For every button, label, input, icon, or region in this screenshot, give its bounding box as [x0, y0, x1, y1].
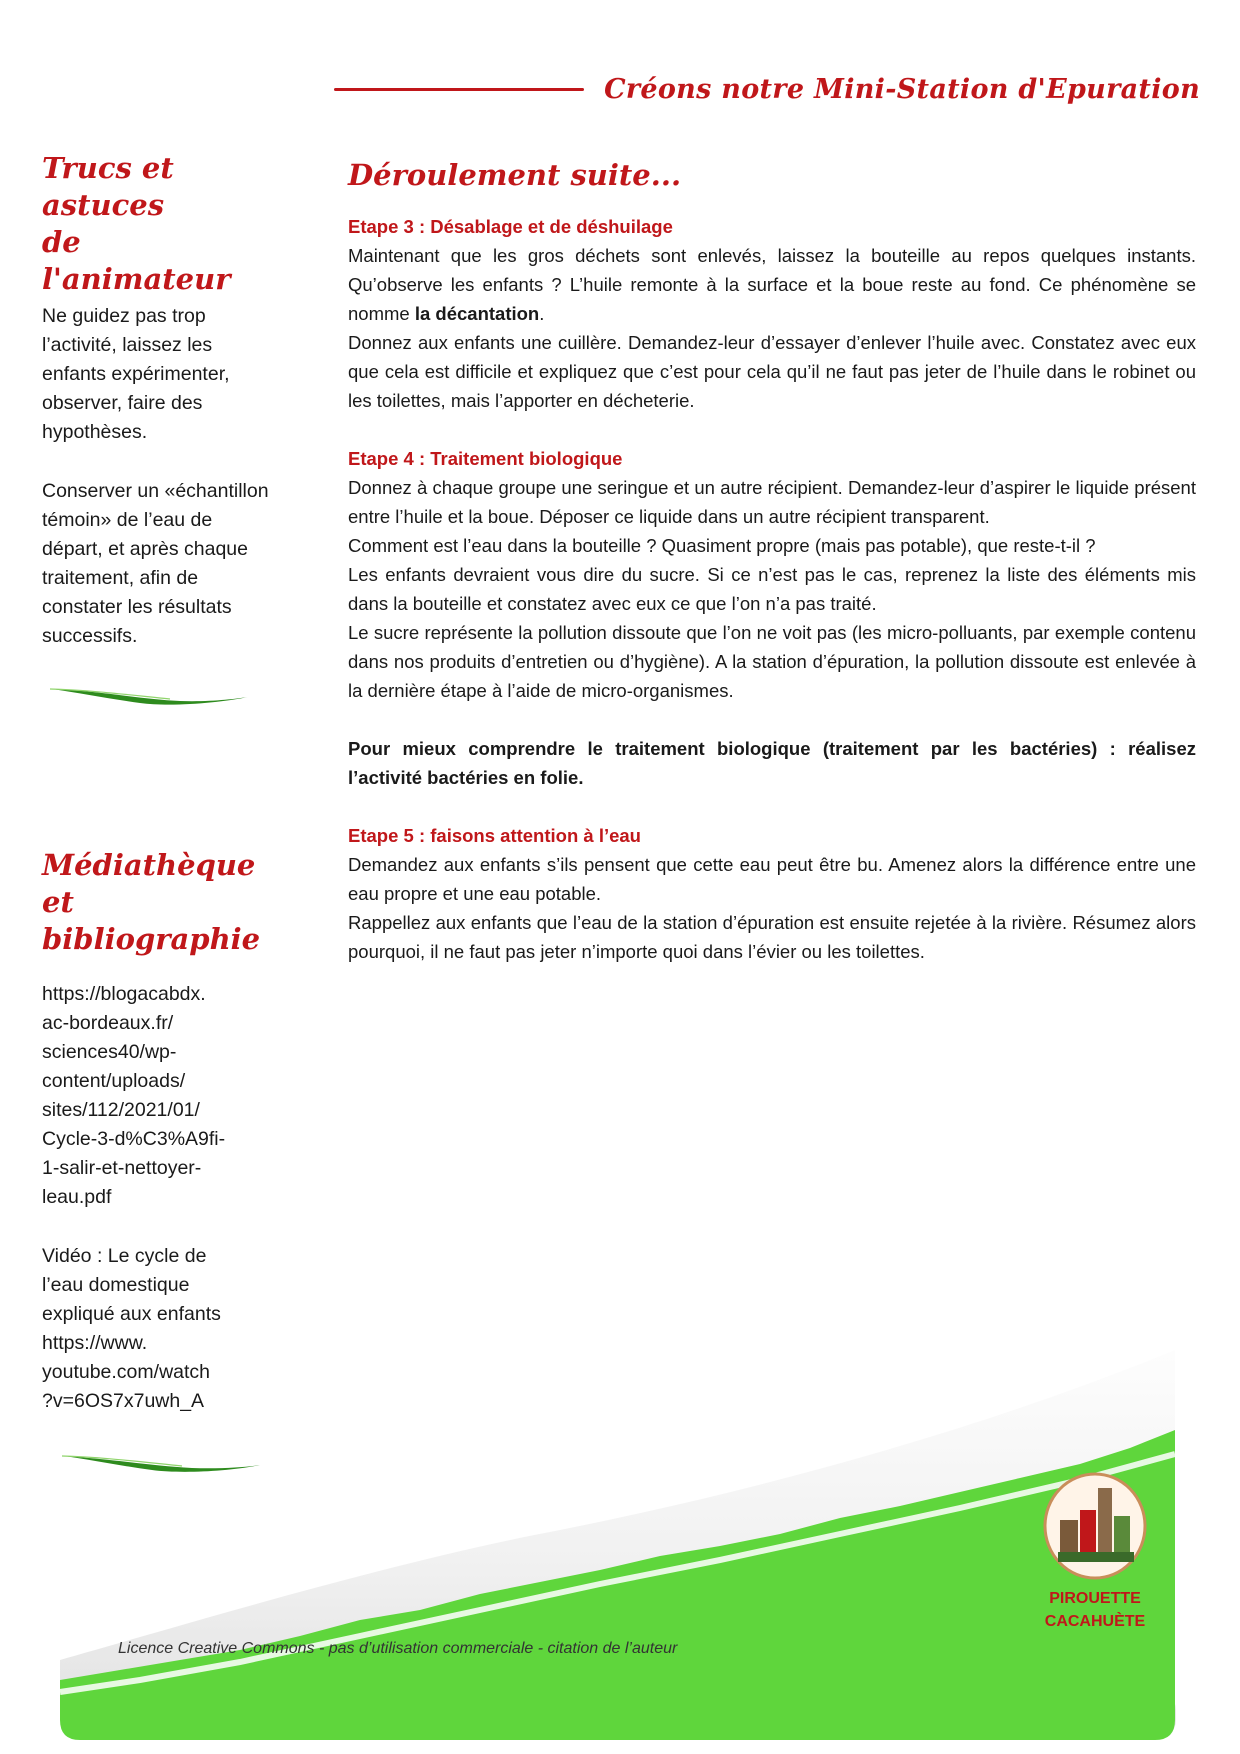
- media-link-line: 1-salir-et-nettoyer-: [42, 1157, 202, 1179]
- media-link-line: Cycle-3-d%C3%A9fi-: [42, 1128, 226, 1150]
- tips-paragraph-2: Conserver un «échantillon témoin» de l’eau de départ, et après chaque traitement, afin de constater les résultats successifs.: [42, 480, 269, 647]
- media-heading-line1: Médiathèque et: [42, 848, 256, 919]
- media-link-line: content/uploads/: [42, 1070, 186, 1092]
- media-video-line: Vidéo : Le cycle de: [42, 1245, 207, 1267]
- media-link-line: ac-bordeaux.fr/: [42, 1012, 174, 1034]
- step-3-paragraph-1: [348, 241, 1196, 328]
- step-5-title: Etape 5 : faisons attention à l’eau: [348, 825, 641, 846]
- page-header: [334, 74, 1200, 105]
- step-5-paragraph-2: Rappellez aux enfants que l’eau de la station d’épuration est ensuite rejetée à la rivière. Résumez alors pourquoi, il ne faut pas jeter n’importe quoi dans l’évier ou les toilettes.: [348, 912, 1196, 962]
- media-link-line: sciences40/wp-: [42, 1041, 177, 1063]
- step-3-text: Maintenant que les gros déchets sont enlevés, laissez la bouteille au repos quelques instants. Qu’observe les enfants ? L’huile remonte à la surface et la boue reste au fond. Ce phénomène se nomme: [348, 245, 1196, 324]
- logo-text-line-2: CACAHUÈTE: [1044, 1613, 1146, 1630]
- page-title: Créons notre Mini-Station d'Epuration: [604, 74, 1200, 105]
- step-3-title: Etape 3 : Désablage et de déshuilage: [348, 216, 673, 237]
- media-link-line: sites/112/2021/01/: [42, 1099, 200, 1121]
- step-5-section: [348, 821, 1196, 966]
- main-content: [348, 150, 1196, 995]
- step-4-paragraph-2: Comment est l’eau dans la bouteille ? Quasiment propre (mais pas potable), que reste-t-il ?: [348, 535, 1096, 556]
- media-video-line: youtube.com/watch: [42, 1361, 211, 1383]
- media-video-line: ?v=6OS7x7uwh_A: [42, 1390, 205, 1412]
- tips-paragraph-1: Ne guidez pas trop l’activité, laissez les enfants expérimenter, observer, faire des hypothèses.: [42, 305, 230, 443]
- license-note: Licence Creative Commons - pas d’utilisation commerciale - citation de l’auteur: [118, 1640, 678, 1657]
- sidebar: [42, 150, 278, 1476]
- step-5-paragraph-1: Demandez aux enfants s’ils pensent que cette eau peut être bu. Amenez alors la différence entre une eau propre et une eau potable.: [348, 854, 1196, 904]
- media-link-line: https://blogacabdx.: [42, 983, 206, 1005]
- media-link-pdf[interactable]: [42, 980, 278, 1212]
- brush-stroke-divider: [50, 677, 250, 707]
- header-rule: [334, 88, 584, 91]
- media-heading: [42, 847, 278, 958]
- media-video-line: l’eau domestique: [42, 1274, 190, 1296]
- step-4-section: [348, 444, 1196, 705]
- tips-heading-line1: Trucs et astuces: [42, 151, 174, 222]
- step-3-text-end: .: [539, 303, 545, 324]
- main-heading: Déroulement suite...: [348, 158, 682, 192]
- media-heading-line2: bibliographie: [42, 922, 261, 956]
- media-video-line: https://www.: [42, 1332, 148, 1354]
- step-3-section: [348, 212, 1196, 415]
- decantation-term: la décantation: [414, 303, 540, 324]
- media-video-line: expliqué aux enfants: [42, 1303, 221, 1325]
- step-4-paragraph-1: Donnez à chaque groupe une seringue et un autre récipient. Demandez-leur d’aspirer le liquide présent entre l’huile et la boue. Déposer ce liquide dans un autre récipient transparent.: [348, 477, 1196, 527]
- tips-heading-line2: de l'animateur: [42, 225, 231, 296]
- step-4-paragraph-3: Les enfants devraient vous dire du sucre. Si ce n’est pas le cas, reprenez la liste des éléments mis dans la bouteille et constatez avec eux ce que l’on n’a pas traité.: [348, 564, 1196, 614]
- step-4-title: Etape 4 : Traitement biologique: [348, 448, 623, 469]
- step-3-paragraph-2: Donnez aux enfants une cuillère. Demandez-leur d’essayer d’enlever l’huile avec. Constatez avec eux que cela est difficile et expliquez que c’est pour cela qu’il ne faut pas jeter de l’huile dans le robinet ou les toilettes, mais l’apporter en décheterie.: [348, 332, 1196, 411]
- bacteria-note: Pour mieux comprendre le traitement biologique (traitement par les bactéries) : réalisez l’activité bactéries en folie.: [348, 738, 1196, 788]
- pirouette-cacahuete-logo: [1030, 1470, 1160, 1631]
- logo-emblem: [1040, 1470, 1150, 1580]
- tips-heading: [42, 150, 278, 298]
- step-4-paragraph-4: Le sucre représente la pollution dissoute que l’on ne voit pas (les micro-polluants, par exemple contenu dans nos produits d’entretien ou d’hygiène). A la station d’épuration, la pollution dissoute est enlevée à la dernière étape à l’aide de micro-organismes.: [348, 622, 1196, 701]
- bacteria-note-section: [348, 734, 1196, 792]
- logo-text-line-1: PIROUETTE: [1049, 1590, 1141, 1607]
- media-link-line: leau.pdf: [42, 1186, 112, 1208]
